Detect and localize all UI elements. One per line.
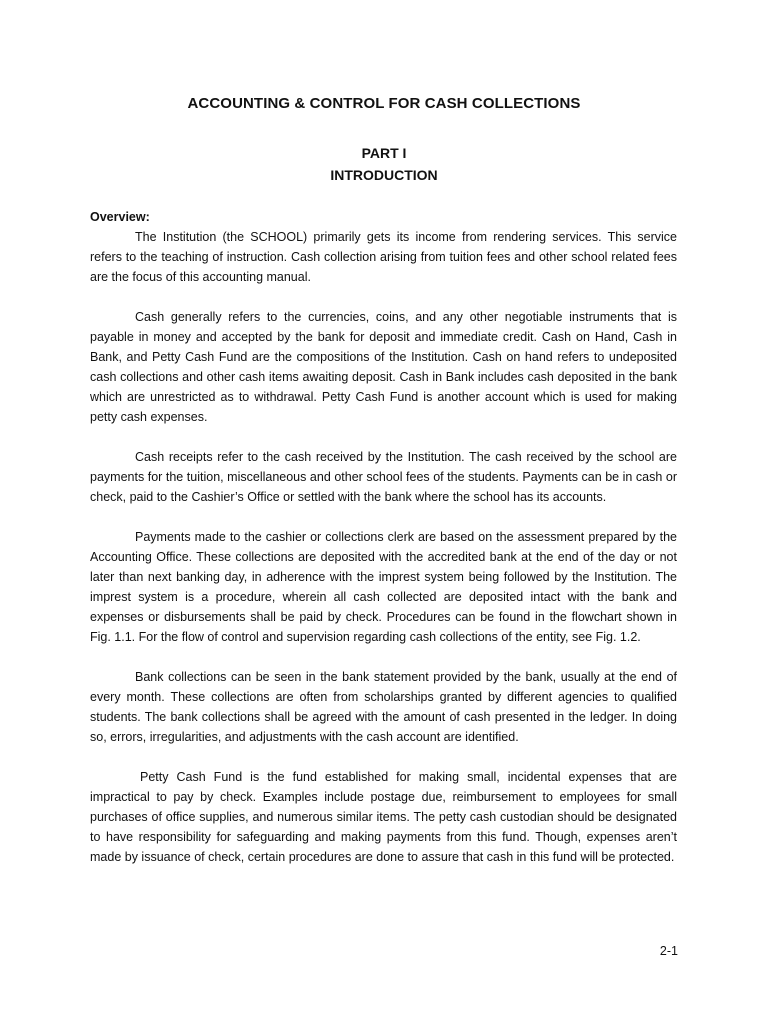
page-number: 2-1 [659, 944, 678, 958]
part-heading: PART I [361, 145, 407, 161]
paragraph: Payments made to the cashier or collections clerk are based on the assessment prepared by the Accounting Office. These collections are deposited with the accredited bank at the end of the day or not later than next banking day, in adherence with the imprest system being followed by the Institution. The imprest system is a procedure, wherein all cash collected are deposited intact with the bank and expenses or disbursements shall be paid by check. Procedures can be found in the flowchart shown in Fig. 1.1. For the flow of control and supervision regarding cash collections of the entity, see Fig. 1.2. [90, 530, 677, 644]
paragraph: Petty Cash Fund is the fund established for making small, incidental expenses that are impractical to pay by check. Examples include postage due, reimbursement to employees for small purchases of office supplies, and numerous similar items. The petty cash custodian should be designated to have responsibility for safeguarding and making payments from this fund. Though, expenses aren’t made by issuance of check, certain procedures are done to assure that cash in this fund will be protected. [90, 770, 677, 864]
document-title: ACCOUNTING & CONTROL FOR CASH COLLECTIONS [187, 95, 581, 112]
paragraph: Bank collections can be seen in the bank statement provided by the bank, usually at the end of every month. These collections are often from scholarships granted by different agencies to qualified students. The bank collections shall be agreed with the amount of cash presented in the ledger. In doing so, errors, irregularities, and adjustments with the cash account are identified. [90, 670, 677, 744]
paragraph: Cash receipts refer to the cash received by the Institution. The cash received by the school are payments for the tuition, miscellaneous and other school fees of the students. Payments can be in cash or check, paid to the Cashier’s Office or settled with the bank where the school has its accounts. [90, 450, 677, 504]
paragraph: Cash generally refers to the currencies, coins, and any other negotiable instruments that is payable in money and accepted by the bank for deposit and immediate credit. Cash on Hand, Cash in Bank, and Petty Cash Fund are the compositions of the Institution. Cash on hand refers to undeposited cash collections and other cash items awaiting deposit. Cash in Bank includes cash deposited in the bank which are unrestricted as to withdrawal. Petty Cash Fund is another account which is used for making petty cash expenses. [90, 310, 677, 424]
overview-label: Overview: [90, 210, 150, 224]
paragraph: The Institution (the SCHOOL) primarily gets its income from rendering services. This service refers to the teaching of instruction. Cash collection arising from tuition fees and other school related fees are the focus of this accounting manual. [90, 230, 677, 284]
section-heading: INTRODUCTION [330, 167, 438, 183]
document-body [90, 207, 677, 887]
